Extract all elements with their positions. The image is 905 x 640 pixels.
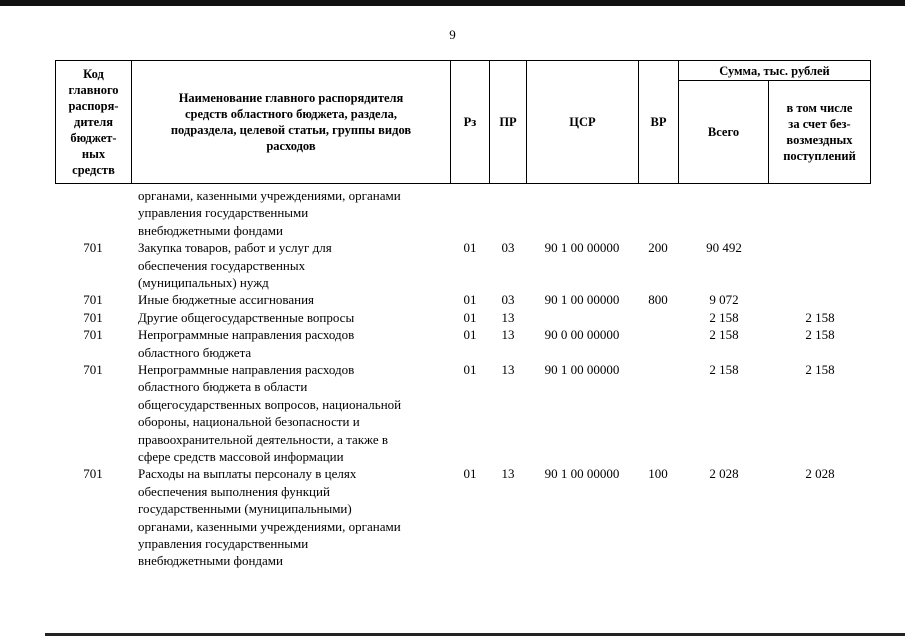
total-cell: 2 158 xyxy=(709,362,739,377)
name-cell-line: правоохранительной деятельности, а также в xyxy=(138,431,389,447)
rz-cell: 01 xyxy=(463,362,477,377)
name-cell-line: Расходы на выплаты персоналу в целях xyxy=(138,466,357,482)
csr-cell: 90 1 00 00000 xyxy=(544,292,620,308)
csr-cell: 90 1 00 00000 xyxy=(544,240,620,256)
rz-cell: 01 xyxy=(463,292,477,308)
header-pr: ПР xyxy=(499,115,517,129)
free-cell: 2 028 xyxy=(805,466,835,482)
code-cell: 701 xyxy=(83,466,103,482)
header-csr: ЦСР xyxy=(569,115,596,129)
vr-cell: 800 xyxy=(648,292,668,308)
header-name-line: средств областного бюджета, раздела, xyxy=(184,107,397,121)
page-number: 9 xyxy=(449,27,456,42)
total-cell: 2 158 xyxy=(709,327,739,343)
rz-cell: 01 xyxy=(463,466,477,482)
code-cell: 701 xyxy=(83,362,103,377)
name-cell-line: государственными (муниципальными) xyxy=(138,501,352,517)
total-cell: 9 072 xyxy=(709,292,739,308)
header-code xyxy=(56,61,131,183)
name-cell-line: органами, казенными учреждениями, органами xyxy=(138,188,401,203)
code-cell: 701 xyxy=(83,292,103,308)
bottom-border xyxy=(45,633,905,636)
header-name xyxy=(132,61,450,183)
header-sum: Сумма, тыс. рублей xyxy=(719,63,830,78)
total-cell: 90 492 xyxy=(706,240,742,256)
csr-cell: 90 1 00 00000 xyxy=(544,362,620,377)
header-vr: ВР xyxy=(650,115,667,129)
header-free-line: возмездных xyxy=(786,133,853,147)
col-border xyxy=(870,60,871,184)
name-cell-line: Иные бюджетные ассигнования xyxy=(138,292,315,308)
header-free-line: за счет без- xyxy=(788,117,851,131)
free-cell: 2 158 xyxy=(805,362,835,377)
free-cell: 2 158 xyxy=(805,309,835,325)
pr-cell: 03 xyxy=(501,292,515,308)
name-cell-line: Другие общегосударственные вопросы xyxy=(138,309,355,325)
name-cell-line: (муниципальных) нужд xyxy=(138,275,269,290)
name-cell-line: управления государственными xyxy=(138,536,309,551)
free-cell: 2 158 xyxy=(805,327,835,343)
vr-cell: 200 xyxy=(648,240,668,256)
name-cell-line: обеспечения государственных xyxy=(138,257,306,273)
header-code-line: распоря- xyxy=(68,99,119,113)
header-code-line: средств xyxy=(72,163,115,177)
name-cell-line: внебюджетными фондами xyxy=(138,222,283,238)
header-rz: Рз xyxy=(463,115,477,129)
rz-cell: 01 xyxy=(463,240,477,256)
pr-cell: 03 xyxy=(501,240,515,256)
code-cell: 701 xyxy=(83,327,103,343)
rz-cell: 01 xyxy=(463,327,477,343)
header-code-line: дителя xyxy=(74,115,113,129)
pr-cell: 13 xyxy=(501,327,515,343)
name-cell-line: сфере средств массовой информации xyxy=(138,449,344,464)
name-cell-line: обеспечения выполнения функций xyxy=(138,483,330,499)
name-cell-line: внебюджетными фондами xyxy=(138,553,283,569)
name-cell-line: органами, казенными учреждениями, органами xyxy=(138,518,401,534)
header-total: Всего xyxy=(707,125,740,139)
header-free-line: в том числе xyxy=(786,101,853,115)
name-cell-line: обороны, национальной безопасности и xyxy=(138,414,360,430)
name-cell-line: Закупка товаров, работ и услуг для xyxy=(138,240,332,256)
header-name-line: расходов xyxy=(266,139,316,153)
csr-cell: 90 1 00 00000 xyxy=(544,466,620,482)
header-free-line: поступлений xyxy=(783,149,856,163)
csr-cell: 90 0 00 00000 xyxy=(544,327,620,343)
vr-cell: 100 xyxy=(648,466,668,482)
header-name-line: подраздела, целевой статьи, группы видов xyxy=(170,123,412,137)
name-cell-line: Непрограммные направления расходов xyxy=(138,362,355,377)
header-code-line: ных xyxy=(81,147,106,161)
name-cell-line: управления государственными xyxy=(138,205,309,221)
pr-cell: 13 xyxy=(501,466,515,482)
name-cell-line: Непрограммные направления расходов xyxy=(138,327,355,343)
pr-cell: 13 xyxy=(501,309,515,325)
header-bottom-border xyxy=(55,183,871,184)
header-code-line: главного xyxy=(68,83,119,97)
rz-cell: 01 xyxy=(463,309,477,325)
total-cell: 2 158 xyxy=(709,309,739,325)
name-cell-line: областного бюджета xyxy=(138,344,252,360)
top-border xyxy=(0,0,905,6)
code-cell: 701 xyxy=(83,240,103,256)
header-name-line: Наименование главного распорядителя xyxy=(178,91,404,105)
header-code-line: Код xyxy=(83,67,104,81)
total-cell: 2 028 xyxy=(709,466,739,482)
name-cell-line: областного бюджета в области xyxy=(138,379,308,395)
pr-cell: 13 xyxy=(501,362,515,377)
header-code-line: бюджет- xyxy=(70,131,117,145)
name-cell-line: общегосударственных вопросов, национальной xyxy=(138,396,402,412)
code-cell: 701 xyxy=(83,309,103,325)
header-free xyxy=(769,81,870,183)
